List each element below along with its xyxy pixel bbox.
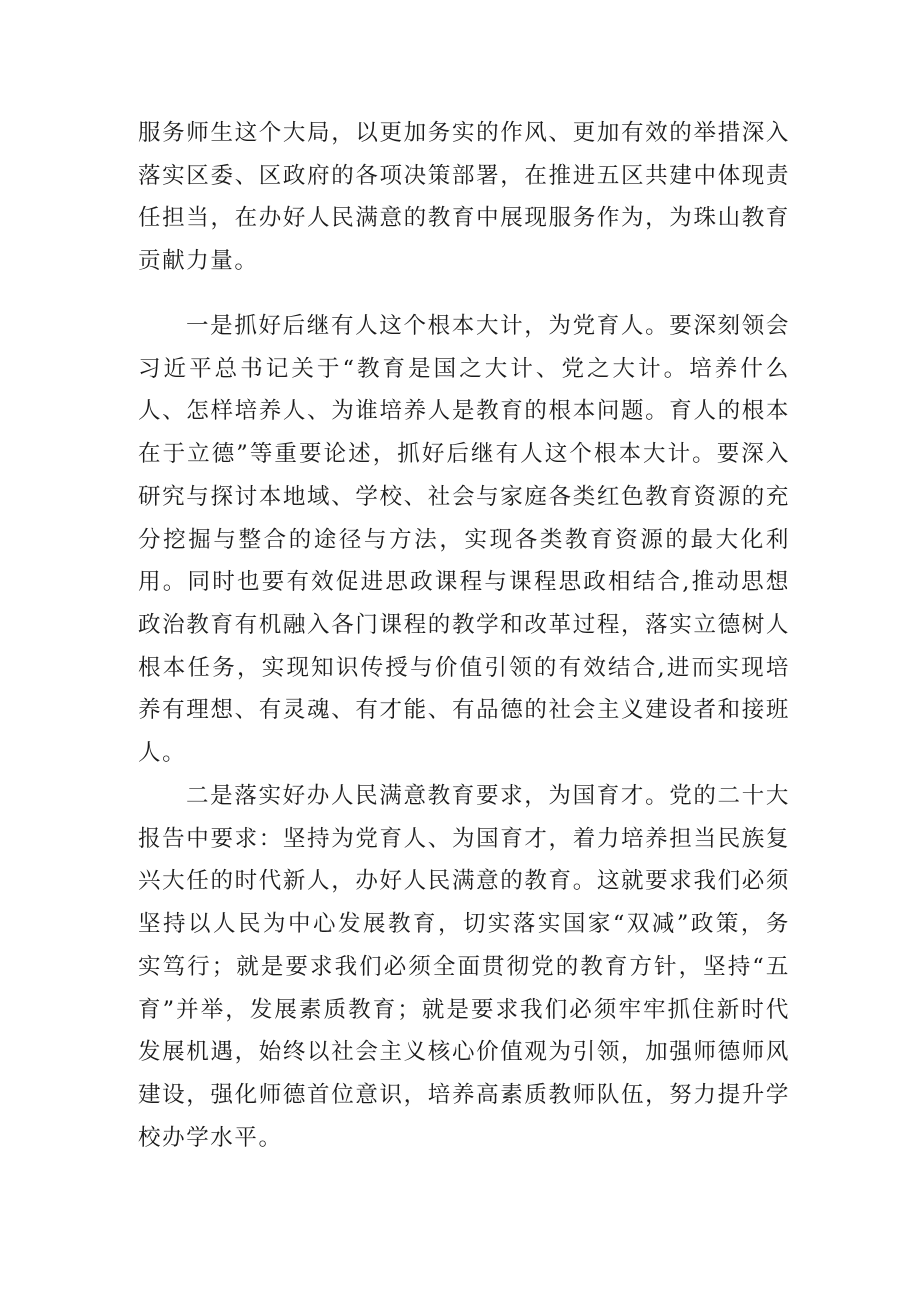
paragraph-continuation: 服务师生这个大局，以更加务实的作风、更加有效的举措深入落实区委、区政府的各项决策部署，在推进五区共建中体现责任担当，在办好人民满意的教育中展现服务作为，为珠山教育贡献力量。: [138, 120, 790, 275]
paragraph-point-two: 二是落实好办人民满意教育要求，为国育才。党的二十大报告中要求：坚持为党育人、为国育才，着力培养担当民族复兴大任的时代新人，办好人民满意的教育。这就要求我们必须坚持以人民为中心发展教育，切实落实国家“双减”政策，务实笃行；就是要求我们必须全面贯彻党的教育方针，坚持“五育”并举，发展素质教育；就是要求我们必须牢牢抓住新时代发展机遇，始终以社会主义核心价值观为引领，加强师德师风建设，强化师德首位意识，培养高素质教师队伍，努力提升学校办学水平。: [138, 783, 790, 1151]
paragraph-point-one: 一是抓好后继有人这个根本大计，为党育人。要深刻领会习近平总书记关于“教育是国之大计、党之大计。培养什么人、怎样培养人、为谁培养人是教育的根本问题。育人的根本在于立德”等重要论述，抓好后继有人这个根本大计。要深入研究与探讨本地域、学校、社会与家庭各类红色教育资源的充分挖掘与整合的途径与方法，实现各类教育资源的最大化利用。同时也要有效促进思政课程与课程思政相结合,推动思想政治教育有机融入各门课程的教学和改革过程，落实立德树人根本任务，实现知识传授与价值引领的有效结合,进而实现培养有理想、有灵魂、有才能、有品德的社会主义建设者和接班人。: [138, 313, 790, 767]
